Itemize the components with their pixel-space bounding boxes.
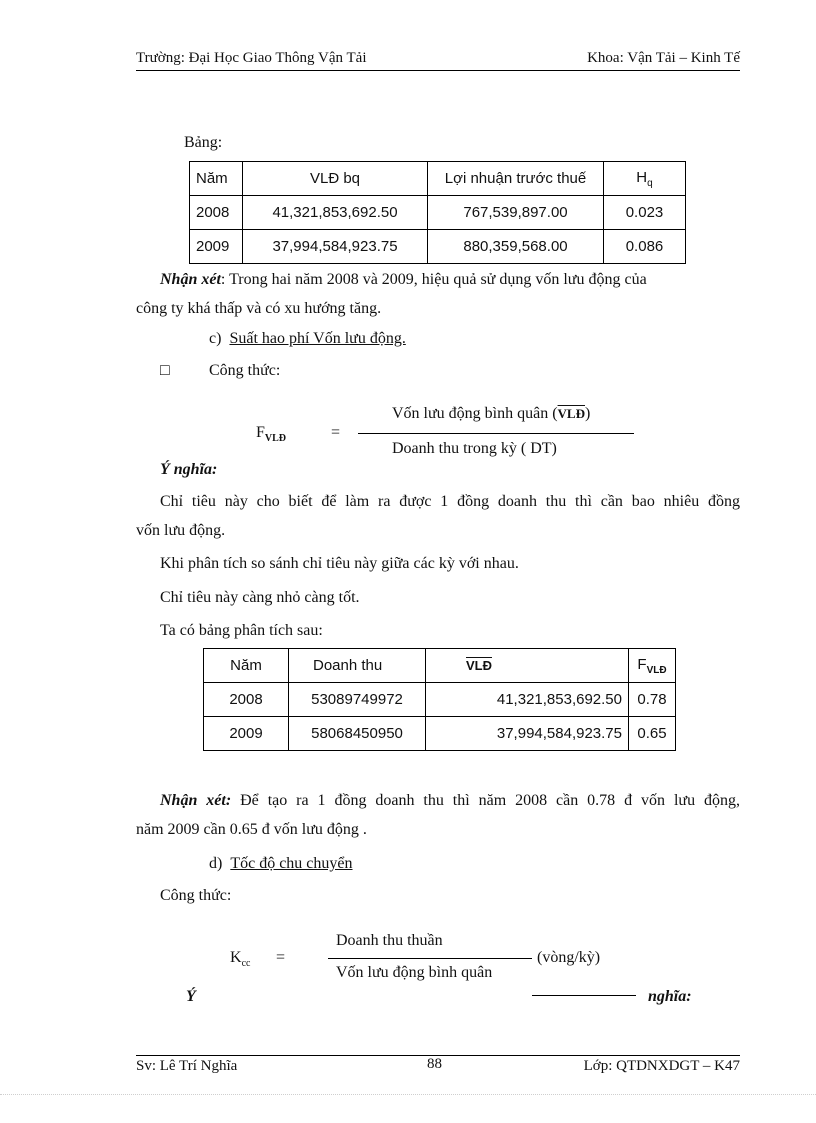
table1 [189, 161, 686, 264]
formula2-lhs-symbol: K [230, 949, 242, 966]
table-cell: 2009 [204, 717, 289, 751]
bullet-box-icon: □ [160, 362, 170, 379]
section-d-marker: d) [209, 855, 223, 872]
formula2-unit: (vòng/kỳ) [537, 949, 601, 966]
meaning2-label-a: Ý [186, 988, 196, 1005]
table-cell: 0.086 [604, 230, 686, 264]
table-cell: 880,359,568.00 [428, 230, 604, 264]
table-cell: 53089749972 [289, 683, 426, 717]
formula1-numerator-symbol: $\overline{VLĐ}$ [557, 406, 585, 421]
table1-header-vld: VLĐ bq [243, 162, 428, 196]
table-cell: 0.65 [629, 717, 676, 751]
table-cell: 2008 [204, 683, 289, 717]
table1-header-profit: Lợi nhuận trước thuế [428, 162, 604, 196]
formula1-lhs-sub: VLĐ [264, 433, 287, 445]
table-row [190, 196, 686, 230]
table2-header-vld-symbol: $\overline{VLĐ}$ [466, 658, 492, 673]
table-row [190, 230, 686, 264]
meaning1-label: Ý nghĩa: [160, 461, 218, 478]
formula1-label: Công thức: [209, 362, 281, 379]
meaning1-line4: Chỉ tiêu này càng nhỏ càng tốt. [160, 589, 360, 606]
formula1-fraction-line [358, 433, 634, 434]
formula1-numerator-close: ) [585, 405, 591, 422]
formula1-lhs-symbol: F [256, 424, 265, 441]
meaning1-line2: vốn lưu động. [136, 522, 226, 539]
formula2-numerator: Doanh thu thuần [336, 932, 443, 949]
formula2-equals: = [276, 949, 286, 966]
table1-header-hq [604, 162, 686, 196]
page-edge-divider [0, 1094, 816, 1095]
meaning1-line1: Chỉ tiêu này cho biết để làm ra được 1 đồng doanh thu thì cần bao nhiêu đồng [160, 493, 740, 510]
table2-header-f-sub: VLĐ [646, 664, 667, 676]
table1-header-h: H [636, 168, 648, 186]
meaning2-label-b: nghĩa: [648, 988, 692, 1005]
section-d-title: Tốc độ chu chuyển [230, 855, 353, 872]
table-row [204, 649, 676, 683]
footer-student: Sv: Lê Trí Nghĩa [136, 1058, 238, 1074]
formula1-numerator [392, 405, 590, 423]
meaning2-gap-line [532, 995, 636, 996]
table-row [190, 162, 686, 196]
formula2-label: Công thức: [160, 887, 232, 904]
meaning1-line3: Khi phân tích so sánh chỉ tiêu này giữa các kỳ với nhau. [160, 555, 519, 572]
table-cell: 0.023 [604, 196, 686, 230]
table-row [204, 717, 676, 751]
table2-header-fvld [629, 649, 676, 683]
formula1-denominator: Doanh thu trong kỳ ( DT) [392, 440, 557, 457]
table2-header-vld [426, 649, 629, 683]
header-school: Trường: Đại Học Giao Thông Vận Tải [136, 50, 367, 66]
table2-header-f: F [637, 655, 647, 673]
table-cell: 58068450950 [289, 717, 426, 751]
formula2-fraction-line [328, 958, 532, 959]
comment1-line1 [160, 271, 740, 289]
table1-header-h-sub: q [647, 177, 653, 189]
table2-header-revenue: Doanh thu [289, 649, 426, 683]
table-cell: 2009 [190, 230, 243, 264]
section-c-title: Suất hao phí Vốn lưu động. [229, 330, 406, 347]
meaning1-line5: Ta có bảng phân tích sau: [160, 622, 323, 639]
table2-header-year: Năm [204, 649, 289, 683]
section-d [209, 855, 353, 873]
table-row [204, 683, 676, 717]
formula2-denominator: Vốn lưu động bình quân [336, 964, 493, 981]
table-cell: 37,994,584,923.75 [243, 230, 428, 264]
formula1-lhs [256, 424, 286, 444]
comment1-text-a: : Trong hai năm 2008 và 2009, hiệu quả sử dụng vốn lưu động của [220, 271, 647, 288]
table2 [203, 648, 676, 751]
section-c [209, 330, 406, 348]
comment2-line2: năm 2009 cần 0.65 đ vốn lưu động . [136, 821, 367, 838]
header-faculty: Khoa: Vận Tải – Kinh Tế [587, 50, 740, 66]
comment1-line2: công ty khá thấp và có xu hướng tăng. [136, 300, 382, 317]
comment1-label: Nhận xét [160, 271, 221, 288]
table1-caption: Bảng: [184, 134, 223, 151]
comment2-line1 [160, 792, 740, 810]
table-cell: 2008 [190, 196, 243, 230]
header-rule [136, 70, 740, 71]
comment2-label: Nhận xét: [160, 792, 232, 809]
comment2-text-a: Để tạo ra 1 đồng doanh thu thì năm 2008 cần 0.78 đ vốn lưu động, [231, 792, 741, 809]
formula1-numerator-text: Vốn lưu động bình quân ( [392, 405, 558, 422]
formula2-lhs [230, 949, 250, 969]
table-cell: 767,539,897.00 [428, 196, 604, 230]
table-cell: 37,994,584,923.75 [426, 717, 629, 751]
formula1-equals: = [331, 424, 341, 441]
table-cell: 41,321,853,692.50 [243, 196, 428, 230]
footer-class: Lớp: QTDNXDGT – K47 [583, 1058, 740, 1074]
table1-header-year: Năm [190, 162, 243, 196]
table-cell: 41,321,853,692.50 [426, 683, 629, 717]
page-number: 88 [427, 1056, 442, 1072]
section-c-marker: c) [209, 330, 222, 347]
table-cell: 0.78 [629, 683, 676, 717]
formula2-lhs-sub: cc [241, 958, 251, 970]
